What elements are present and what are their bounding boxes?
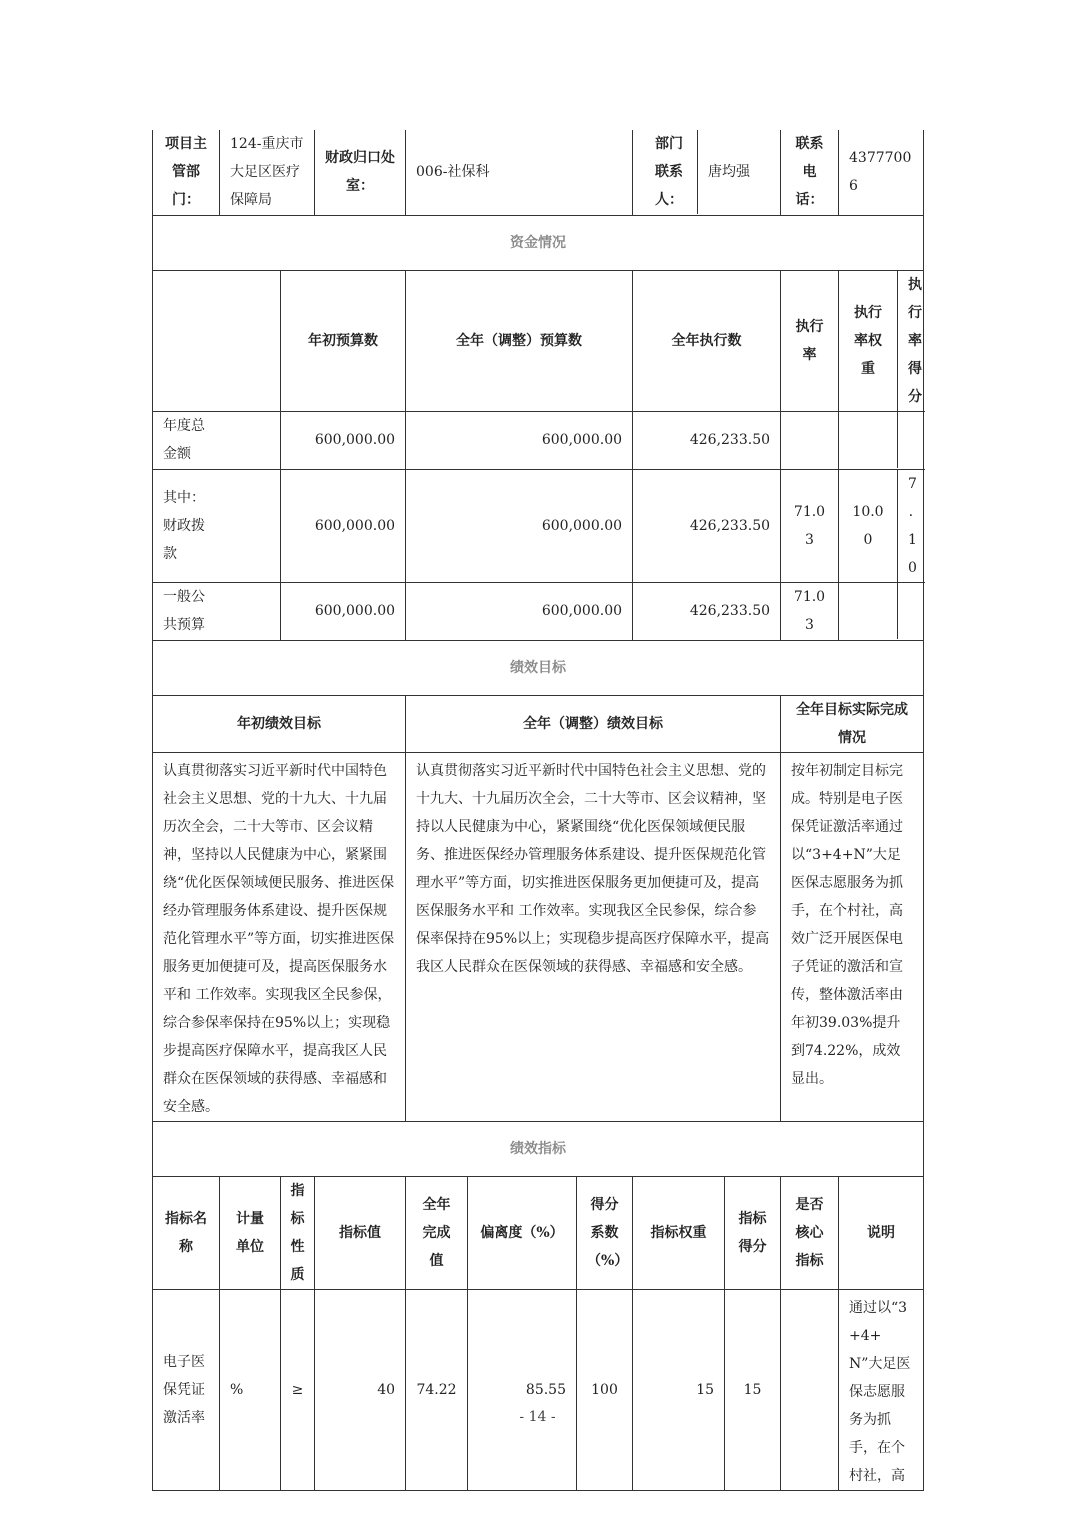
funds-header-rate: 执行率 — [781, 270, 839, 411]
goals-adjusted-text: 认真贯彻落实习近平新时代中国特色社会主义思想、党的十九大、十九届历次全会，二十大等市、区会议精神，坚持以人民健康为中心，紧紧围绕“优化医保领域便民服务、推进医保经办管理服务体系建设、提升医保规范化管理水平”等方面，切实推进医保服务更加便捷可及，提高医保服务水平和 工作效率。实现我区全民参保，综合参保率保持在95%以上；实现稳步提高医疗保障水平，提高我区人民群众在医保领域的获得感、幸福感和安全感。 — [406, 752, 781, 1121]
funds-row-adjusted: 600,000.00 — [406, 582, 633, 640]
funds-header-blank — [153, 270, 281, 411]
ind-row-nature: ≥ — [281, 1289, 315, 1490]
contact-cell — [633, 130, 781, 215]
funds-row-executed: 426,233.50 — [633, 582, 781, 640]
funds-row-weight — [839, 583, 898, 639]
funds-row-weight: 10.00 — [839, 470, 898, 582]
goals-content-row — [153, 752, 924, 1121]
ind-header-name: 指标名称 — [153, 1176, 220, 1289]
funds-row-rate — [781, 411, 839, 469]
ind-header-nature: 指标性质 — [281, 1176, 315, 1289]
indicators-section-title: 绩效指标 — [153, 1121, 924, 1176]
funds-row-score — [898, 583, 924, 639]
indicators-header-row — [153, 1176, 924, 1289]
funds-row-executed: 426,233.50 — [633, 411, 781, 469]
ind-row-weight: 15 — [633, 1289, 725, 1490]
contact-label: 部门联系人： — [633, 130, 698, 214]
funds-header-executed: 全年执行数 — [633, 270, 781, 411]
goals-header-row — [153, 695, 924, 752]
funds-row — [153, 469, 924, 582]
goals-header-adjusted: 全年（调整）绩效目标 — [406, 695, 781, 752]
goals-actual-text: 按年初制定目标完成。特别是电子医保凭证激活率通过以“3+4+N”大足医保志愿服务为抓手，在个村社，高效广泛开展医保电子凭证的激活和宣传，整体激活率由年初39.03%提升到74.22%，成效显出。 — [781, 752, 924, 1121]
funds-row-initial: 600,000.00 — [281, 469, 406, 582]
ind-row-score: 15 — [725, 1289, 781, 1490]
indicator-row — [153, 1289, 924, 1490]
ind-row-core — [781, 1289, 839, 1490]
funds-header-adjusted: 全年（调整）预算数 — [406, 270, 633, 411]
funds-row-weight — [839, 412, 898, 468]
funds-row-initial: 600,000.00 — [281, 582, 406, 640]
ind-row-deviation: 85.55 — [468, 1289, 577, 1490]
funds-section-title: 资金情况 — [153, 215, 924, 270]
phone-value: 43777006 — [839, 130, 924, 215]
funds-row-rate: 71.03 — [781, 582, 839, 640]
funds-row-score: 7.10 — [908, 475, 917, 576]
funds-header-weight: 执行率权重 — [839, 271, 898, 411]
contact-value: 唐均强 — [708, 164, 751, 181]
phone-label: 联系电话： — [781, 130, 839, 215]
finance-label: 财政归口处室： — [315, 130, 406, 215]
ind-header-weight: 指标权重 — [633, 1176, 725, 1289]
page-number: - 14 - — [519, 1409, 556, 1425]
funds-row-label: 一般公共预算 — [153, 582, 281, 640]
ind-header-core: 是否核心指标 — [781, 1176, 839, 1289]
header-row — [153, 130, 924, 215]
funds-row-initial: 600,000.00 — [281, 411, 406, 469]
goals-initial-text: 认真贯彻落实习近平新时代中国特色社会主义思想、党的十九大、十九届历次全会，二十大等市、区会议精神，坚持以人民健康为中心，紧紧围绕“优化医保领域便民服务、推进医保经办管理服务体系建设、提升医保规范化管理水平”等方面，切实推进医保服务更加便捷可及，提高医保服务水平和 工作效率。实现我区全民参保，综合参保率保持在95%以上；实现稳步提高医疗保障水平，提高我区人民群众在医保领域的获得感、幸福感和安全感。 — [153, 752, 406, 1121]
funds-row-rate: 71.03 — [781, 469, 839, 582]
ind-row-note: 通过以“3+4+N”大足医保志愿服务为抓手，在个村社，高 — [839, 1289, 924, 1490]
ind-header-unit: 计量单位 — [220, 1176, 281, 1289]
ind-header-score: 指标得分 — [725, 1176, 781, 1289]
ind-row-name: 电子医保凭证激活率 — [153, 1289, 220, 1490]
ind-row-target: 40 — [315, 1289, 406, 1490]
performance-table — [152, 130, 924, 1491]
funds-row-label: 年度总金额 — [153, 411, 281, 469]
funds-row — [153, 582, 924, 640]
funds-header-initial: 年初预算数 — [281, 270, 406, 411]
dept-value: 124-重庆市大足区医疗保障局 — [220, 130, 315, 215]
funds-header-score: 执行率得分 — [908, 276, 923, 405]
dept-label: 项目主管部门： — [153, 130, 220, 215]
ind-header-note: 说明 — [839, 1176, 924, 1289]
ind-header-deviation: 偏离度（%） — [468, 1176, 577, 1289]
ind-header-target: 指标值 — [315, 1176, 406, 1289]
ind-header-coef: 得分系数（%） — [577, 1176, 633, 1289]
funds-row-executed: 426,233.50 — [633, 469, 781, 582]
ind-row-actual: 74.22 — [406, 1289, 468, 1490]
goals-header-initial: 年初绩效目标 — [153, 695, 406, 752]
funds-row-adjusted: 600,000.00 — [406, 469, 633, 582]
goals-section-title: 绩效目标 — [153, 640, 924, 695]
goals-header-actual: 全年目标实际完成情况 — [781, 695, 924, 752]
ind-header-actual: 全年完成值 — [406, 1176, 468, 1289]
funds-row-label: 其中：财政拨款 — [153, 469, 281, 582]
funds-row-score — [898, 412, 924, 468]
funds-row-adjusted: 600,000.00 — [406, 411, 633, 469]
ind-row-coef: 100 — [577, 1289, 633, 1490]
funds-row — [153, 411, 924, 469]
finance-value: 006-社保科 — [406, 130, 633, 215]
ind-row-unit: % — [220, 1289, 281, 1490]
funds-header-row — [153, 270, 924, 411]
